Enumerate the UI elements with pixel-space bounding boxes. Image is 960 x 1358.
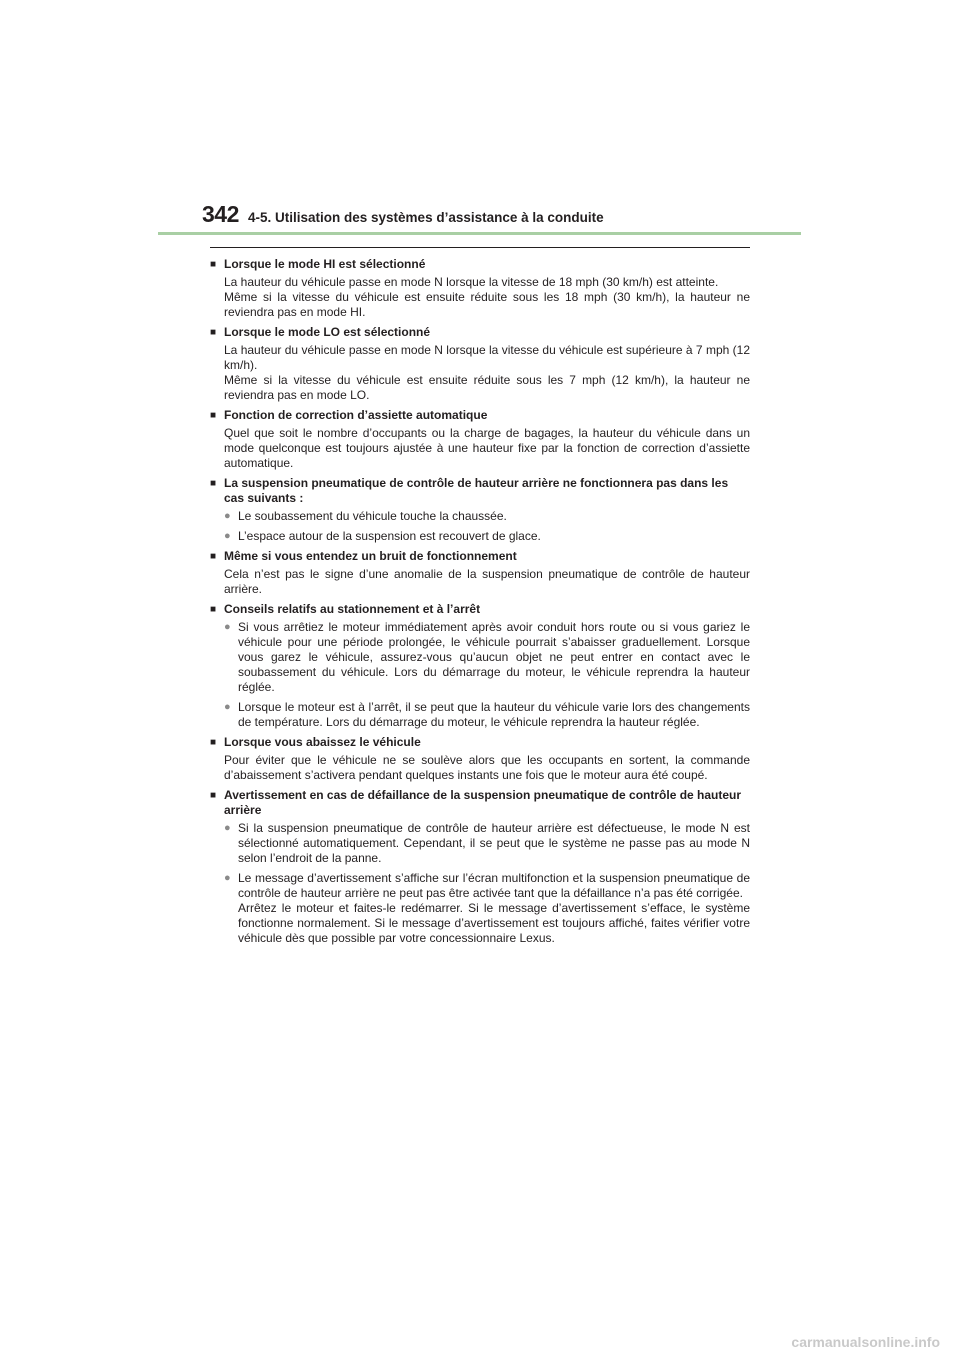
bullet-item (224, 529, 750, 544)
square-bullet-icon: ■ (210, 410, 217, 421)
section-heading-text: Fonction de correction d’assiette automatique (224, 408, 488, 422)
section (210, 602, 750, 730)
bullet-item (224, 821, 750, 866)
footer-watermark: carmanualsonline.info (791, 1334, 940, 1350)
section-heading (210, 476, 750, 506)
round-bullet-icon: ● (224, 822, 231, 834)
round-bullet-icon: ● (224, 510, 231, 522)
bullet-item (224, 620, 750, 695)
bullet-text: Le soubassement du véhicule touche la chaussée. (238, 509, 507, 523)
bullet-text: Lorsque le moteur est à l’arrêt, il se peut que la hauteur du véhicule varie lors des changements de température. Lors du démarrage du moteur, le véhicule reprendra la hauteur réglée. (238, 700, 750, 729)
section-heading (210, 257, 750, 272)
section-heading-text: La suspension pneumatique de contrôle de hauteur arrière ne fonctionnera pas dans les cas suivants : (224, 476, 729, 505)
paragraph: Cela n’est pas le signe d’une anomalie de la suspension pneumatique de contrôle de hauteur arrière. (224, 567, 750, 596)
bullet-item (224, 700, 750, 730)
content (210, 257, 750, 951)
round-bullet-icon: ● (224, 621, 231, 633)
bullet-item (224, 871, 750, 946)
bullet-text: Le message d’avertissement s’affiche sur l’écran multifonction et la suspension pneumatique de contrôle de hauteur arrière ne peut pas être activée tant que la défaillance n’a pas été corrigée. Arrêtez le moteur et faites-le redémarrer. Si le message d’avertissement s’efface, le système fonctionne normalement. Si le message d’avertissement est toujours affiché, faites vérifier votre véhicule dès que possible par votre concessionnaire Lexus. (238, 871, 750, 945)
section (210, 476, 750, 544)
section (210, 735, 750, 783)
square-bullet-icon: ■ (210, 737, 217, 748)
section-heading-text: Même si vous entendez un bruit de fonctionnement (224, 549, 517, 563)
header-rule (158, 232, 801, 235)
round-bullet-icon: ● (224, 872, 231, 884)
section (210, 549, 750, 597)
page-number: 342 (202, 201, 239, 227)
bullet-text: Si vous arrêtiez le moteur immédiatement après avoir conduit hors route ou si vous gariez le véhicule pour une période prolongée, le véhicule pourrait s’abaisser graduellement. Lorsque vous garez le véhicule, assurez-vous qu’aucun objet ne peut entrer en contact avec le soubassement du véhicule. Lors du démarrage du moteur, le véhicule reprendra la hauteur réglée. (238, 620, 750, 694)
section-heading-text: Lorsque le mode LO est sélectionné (224, 325, 431, 339)
bullet-item (224, 509, 750, 524)
paragraph: Même si la vitesse du véhicule est ensuite réduite sous les 18 mph (30 km/h), la hauteur ne reviendra pas en mode HI. (224, 290, 750, 319)
chapter-title: 4-5. Utilisation des systèmes d’assistance à la conduite (248, 210, 604, 225)
bullet-text: L’espace autour de la suspension est recouvert de glace. (238, 529, 541, 543)
square-bullet-icon: ■ (210, 327, 217, 338)
section-rule (210, 247, 750, 248)
section-heading (210, 788, 750, 818)
square-bullet-icon: ■ (210, 604, 217, 615)
section-heading (210, 735, 750, 750)
section (210, 408, 750, 471)
paragraph: Pour éviter que le véhicule ne se soulève alors que les occupants en sortent, la commande d’abaissement s’activera pendant quelques instants une fois que le moteur aura été coupé. (224, 753, 750, 782)
square-bullet-icon: ■ (210, 790, 217, 801)
paragraph: La hauteur du véhicule passe en mode N lorsque la vitesse du véhicule est supérieure à 7 mph (12 km/h). (224, 343, 750, 372)
bullet-text: Si la suspension pneumatique de contrôle de hauteur arrière est défectueuse, le mode N est sélectionné automatiquement. Cependant, il se peut que le système ne passe pas au mode N selon l’endroit de la panne. (238, 821, 750, 865)
section-heading (210, 602, 750, 617)
section (210, 788, 750, 946)
paragraph: Même si la vitesse du véhicule est ensuite réduite sous les 7 mph (12 km/h), la hauteur ne reviendra pas en mode LO. (224, 373, 750, 402)
square-bullet-icon: ■ (210, 551, 217, 562)
paragraph: Quel que soit le nombre d’occupants ou la charge de bagages, la hauteur du véhicule dans un mode quelconque est toujours ajustée à une hauteur fixe par la fonction de correction d’assiette automatique. (224, 426, 750, 470)
section-heading-text: Lorsque vous abaissez le véhicule (224, 735, 421, 749)
section-heading (210, 325, 750, 340)
section-heading-text: Conseils relatifs au stationnement et à l’arrêt (224, 602, 481, 616)
section-heading (210, 549, 750, 564)
round-bullet-icon: ● (224, 530, 231, 542)
section-heading-text: Lorsque le mode HI est sélectionné (224, 257, 426, 271)
section-heading (210, 408, 750, 423)
square-bullet-icon: ■ (210, 478, 217, 489)
square-bullet-icon: ■ (210, 259, 217, 270)
section (210, 325, 750, 403)
section (210, 257, 750, 320)
paragraph: La hauteur du véhicule passe en mode N lorsque la vitesse de 18 mph (30 km/h) est atteinte. (224, 275, 719, 289)
section-heading-text: Avertissement en cas de défaillance de la suspension pneumatique de contrôle de hauteur arrière (224, 788, 742, 817)
round-bullet-icon: ● (224, 701, 231, 713)
